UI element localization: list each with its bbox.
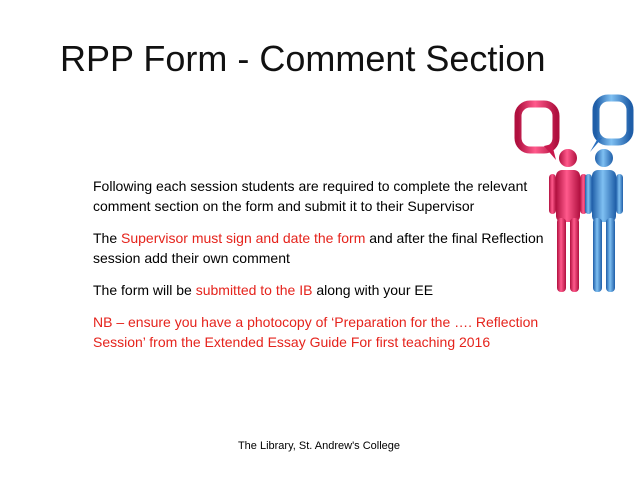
slide-body xyxy=(93,176,553,352)
text-run: The form will be xyxy=(93,282,196,298)
person-left xyxy=(549,149,587,292)
paragraph-submission xyxy=(93,280,553,300)
slide-footer: The Library, St. Andrew's College xyxy=(237,440,401,452)
slide-title: RPP Form - Comment Section xyxy=(60,38,546,79)
paragraph-supervisor xyxy=(93,228,553,268)
text-run: and after the final Reflection session add their own comment xyxy=(93,230,544,266)
text-run: The xyxy=(93,230,122,246)
highlight-run: Supervisor must sign and date the form xyxy=(121,230,366,246)
text-run: along with your EE xyxy=(312,282,434,298)
highlight-run: submitted to the IB xyxy=(195,282,313,298)
paragraph-note xyxy=(93,312,553,352)
highlight-run: NB – ensure you have a photocopy of ‘Preparation for the …. Reflection Session’ from the Extended Essay Guide For first teaching 2016 xyxy=(93,314,539,350)
two-people-speech-bubbles-icon xyxy=(510,94,638,294)
person-right xyxy=(585,149,623,292)
paragraph-session-instructions xyxy=(93,176,553,216)
speech-bubble-left xyxy=(518,104,556,160)
text-run: Following each session students are required to complete the relevant comment section on the form and submit it to their Supervisor xyxy=(93,178,528,214)
speech-bubble-right xyxy=(590,98,630,152)
